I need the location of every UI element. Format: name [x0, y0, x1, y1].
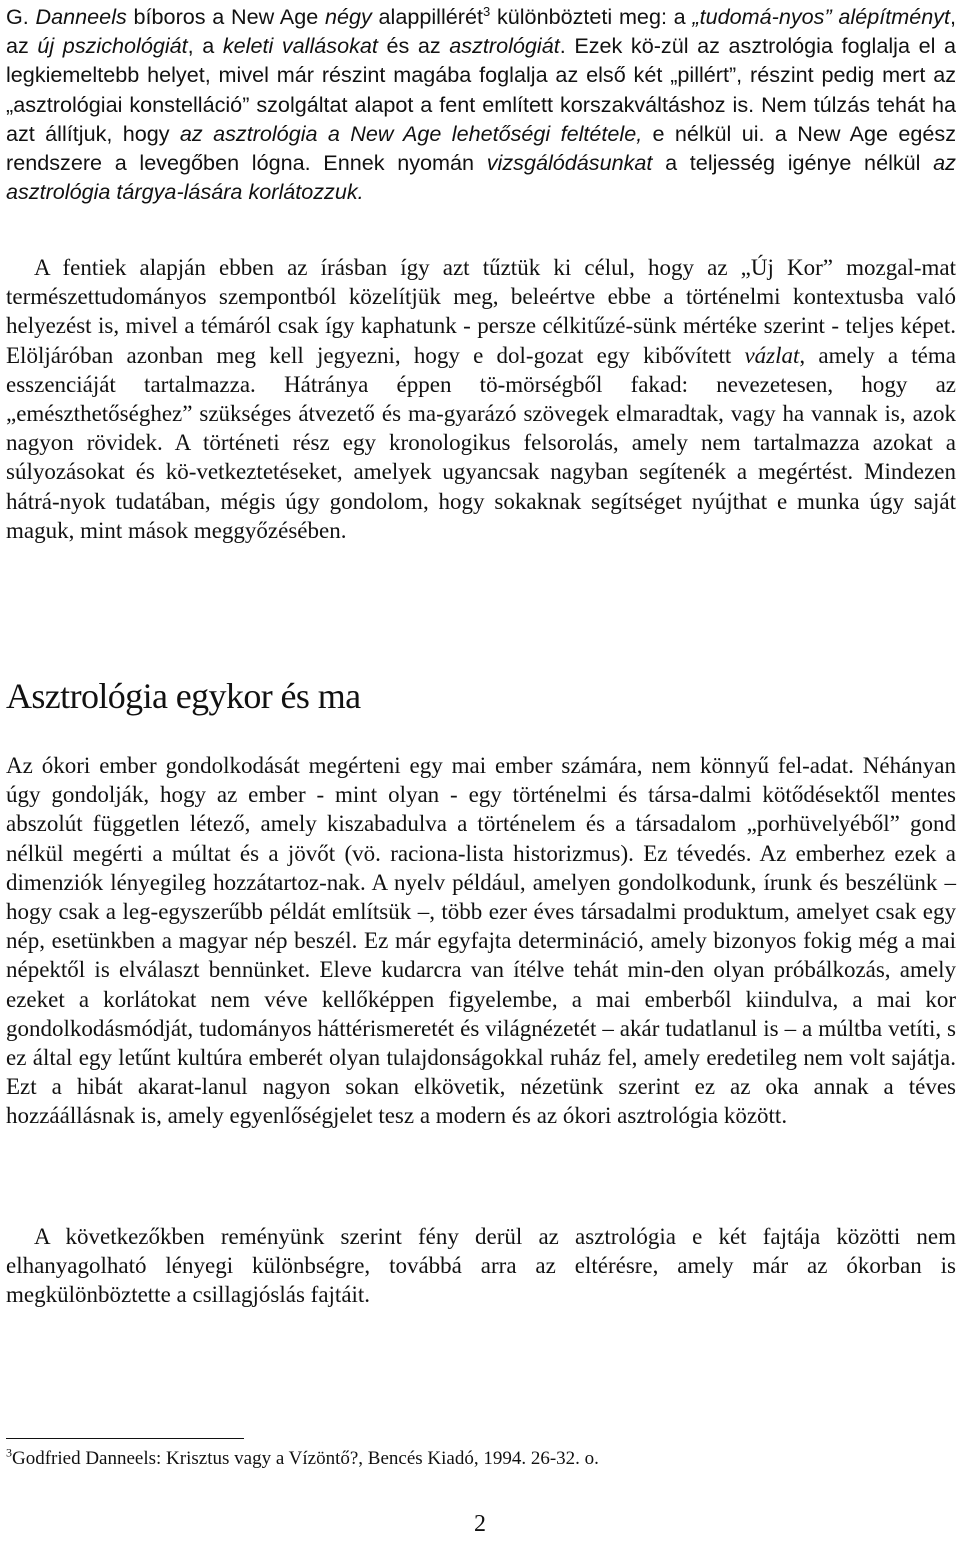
footnote-number: 3 — [6, 1445, 12, 1460]
text-run: e nélkül ui. a New Age egész rendszere a levegőben lógna. Ennek nyomán — [6, 120, 956, 176]
emphasis-inquiry: vizsgálódásunkat — [486, 150, 653, 176]
page-number: 2 — [474, 1511, 486, 1537]
section-paragraph-2: A következőkben reményünk szerint fény derül az asztrológia e két fajtája közötti nem elhanyagolható lényegi különbségre, továbbá arra az eltérésre, amely már az ókorban is megkülönböztette a csillagjóslás fajtáit. — [6, 1224, 956, 1308]
pillar-1: „tudomá-nyos” alépítményt — [692, 4, 951, 29]
text-run: G. — [6, 4, 36, 29]
text-run: , amely a téma esszenciáját tartalmazza. Hátránya éppen tö-mörségből fakad: nevezetesen, hogy az „emészthetőséghez” szükséges átvezető és ma-gyarázó szövegek elmaradtak, vagy ha vannak is, azok nagyon rövidek. A történeti rész egy kronologikus felsorolás, amely nem tartalmazza azokat a súlyozásokat és kö-vetkeztetéseket, amelyek ugyancsak nagyban segítenék a megértést. Mindezen hátrá-nyok tudatában, mégis úgy gondolom, hogy sokaknak segítséget nyújthat e munka úgy saját maguk, mint mások meggyőzésében. — [6, 342, 956, 543]
text-run: , a — [187, 33, 223, 59]
text-run: alappillérét — [371, 4, 483, 29]
author-name: Danneels — [35, 4, 127, 29]
emphasis-vazlat: vázlat — [744, 342, 800, 368]
text-run: a teljesség igénye nélkül — [652, 150, 934, 176]
pillar-3: keleti vallásokat — [222, 33, 378, 59]
section-paragraph-1: Az ókori ember gondolkodását megérteni egy mai ember számára, nem könnyű fel-adat. Néhányan úgy gondolják, hogy az ember - mint olyan - egy történelmi és társa-dalmi kötődésektől mentes abszolút független létező, amely kiszabadulva a történelem és a társadalom „porhüvelyéből” gond nélkül megérti a múltat és a jövőt (vö. raciona-lista historizmus). Ez tévedés. Az emberhez ezek a dimenziók lényegileg hozzátartoz-nak. A nyelv például, amelyen gondolkodunk, írunk és beszélünk – hogy csak a leg-egyszerűbb példát említsük –, több ezer éves társadalmi produktum, amelyet csak egy nép, esetünkben a magyar nép beszél. Ez már egyfajta determináció, amely bizonyos fokig még a mai népektől is elválaszt bennünket. Eleve kudarcra van ítélve tehát min-den olyan próbálkozás, amely ezeket a korlátokat nem véve kellőképpen figyelembe, a mai emberből kiindulva, a mai kor gondolkodásmódját, tudományos háttérismeretét és világnézetét – akár tudatlanul is – a múltba vetíti, s ez által egy letűnt kultúra emberét olyan tulajdonságokkal ruház fel, amely eredetileg nem volt sajátja. Ezt a hibát akarat-lanul nagyon sokan elkövetik, nézetünk szerint ez az oka annak a téves hozzáállásnak is, amely egyenlőségjelet tesz a modern és az ókori asztrológia között. — [6, 753, 956, 1129]
footnote-text: Godfried Danneels: Krisztus vagy a Vízöntő?, Bencés Kiadó, 1994. 26-32. o. — [12, 1448, 599, 1469]
text-run: és az — [377, 33, 450, 59]
aim-paragraph — [6, 253, 956, 545]
pillar-4: asztrológiát — [449, 33, 560, 59]
section-heading: Asztrológia egykor és ma — [6, 676, 361, 716]
text-run: A fentiek alapján ebben az írásban így azt tűztük ki célul, hogy az „Új Kor” mozgal-mat természettudományos szempontból közelítjük meg, beleértve ebbe a történelmi kontextusba való helyezést is, mivel a témáról csak így kaphatunk - persze célkitűzé-sünk mértéke szerint - teljes képet. Elöljáróban azonban meg kell jegyezni, hogy e dol-gozat egy kibővített — [6, 255, 956, 368]
footnote — [6, 1445, 599, 1470]
emphasis-scope: az asztrológia tárgya-lására korlátozzuk. — [6, 150, 956, 205]
emphasis-negy: négy — [324, 4, 372, 29]
text-run: . Ezek kö-zül az asztrológia foglalja el a legkiemeltebb helyet, mivel már részint magába foglalja az első két „pillért”, részint pedig mert az „asztrológiai konstelláció” szolgáltat alapot a fent említett korszakváltáshoz is. Nem túlzás tehát ha azt állítjuk, hogy — [6, 33, 956, 146]
footnote-reference[interactable]: 3 — [482, 3, 491, 19]
footnote-divider — [6, 1438, 244, 1439]
text-run: bíboros a New Age — [126, 4, 325, 29]
emphasis-thesis: az asztrológia a New Age lehetőségi feltétele, — [179, 120, 643, 146]
text-run: különbözteti meg: a — [490, 4, 693, 29]
intro-paragraph — [6, 2, 956, 206]
pillar-2: új pszichológiát — [37, 33, 188, 59]
text-run: , az — [6, 4, 957, 59]
